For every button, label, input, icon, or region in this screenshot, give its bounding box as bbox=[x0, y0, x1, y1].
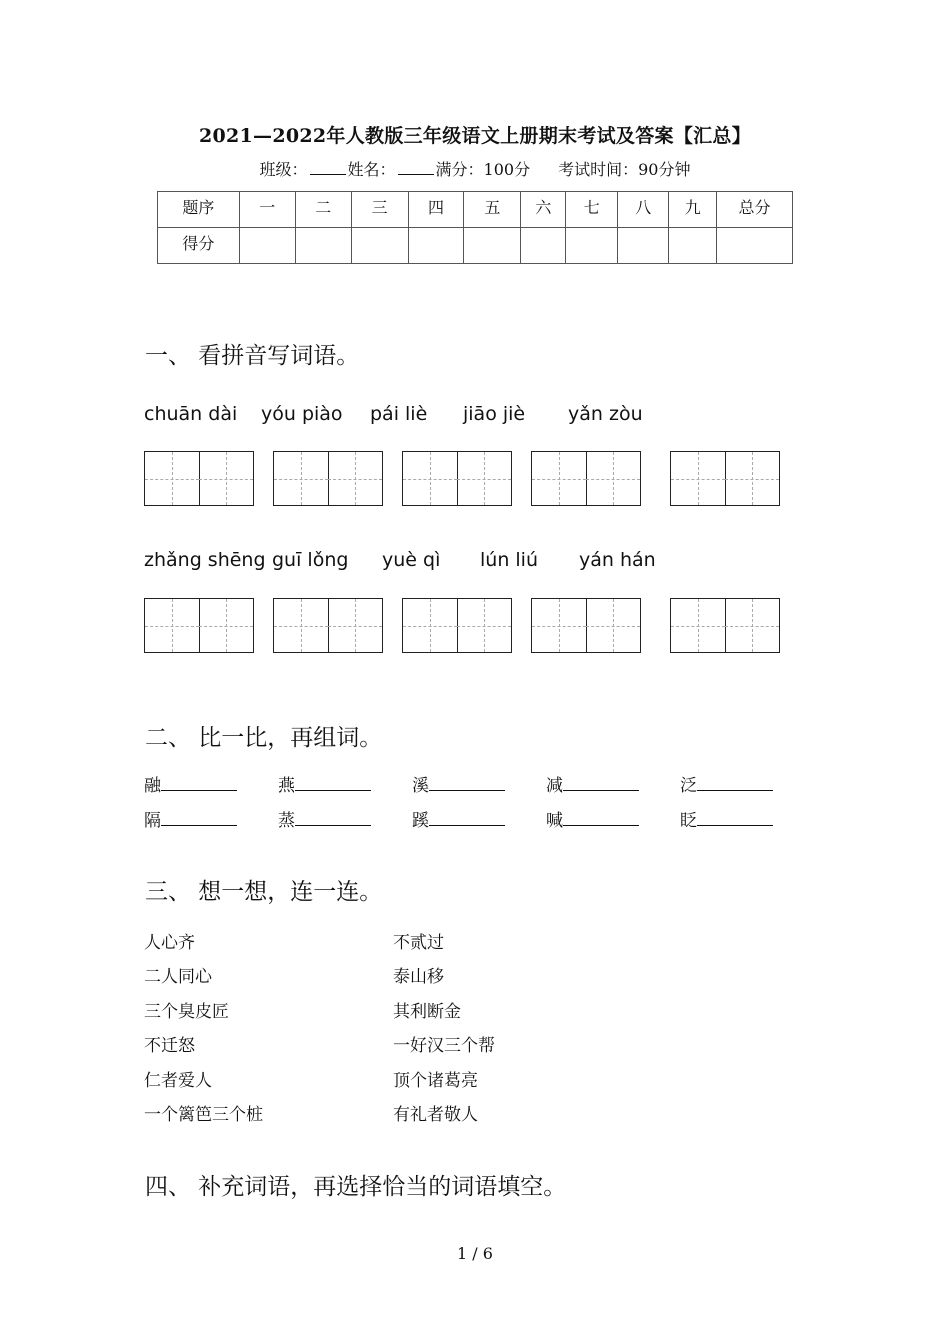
writing-grid[interactable] bbox=[402, 451, 512, 506]
section1-heading: 一、 看拼音写词语。 bbox=[145, 343, 360, 369]
score-header-cell: 四 bbox=[408, 192, 464, 228]
answer-line[interactable] bbox=[295, 776, 371, 791]
score-cell[interactable] bbox=[239, 228, 295, 264]
name-blank[interactable] bbox=[398, 160, 434, 175]
pinyin: yóu piào bbox=[261, 403, 343, 425]
score-header-cell: 二 bbox=[295, 192, 351, 228]
pinyin: lún liú bbox=[480, 549, 539, 571]
exam-info bbox=[0, 157, 950, 180]
answer-line[interactable] bbox=[295, 811, 371, 826]
compare-item: 溪 bbox=[412, 771, 505, 796]
score-header-cell: 六 bbox=[521, 192, 566, 228]
match-left-item[interactable]: 三个臭皮匠 bbox=[144, 1002, 229, 1022]
pinyin: guī lǒng bbox=[272, 549, 349, 571]
score-cell[interactable] bbox=[618, 228, 669, 264]
section2-heading: 二、 比一比，再组词。 bbox=[145, 725, 383, 751]
writing-grid[interactable] bbox=[144, 598, 254, 653]
score-value-row bbox=[158, 228, 793, 264]
answer-line[interactable] bbox=[161, 776, 237, 791]
compare-item: 泛 bbox=[680, 771, 773, 796]
score-cell[interactable] bbox=[566, 228, 618, 264]
writing-grid[interactable] bbox=[531, 598, 641, 653]
compare-item: 减 bbox=[546, 771, 639, 796]
score-header-cell: 九 bbox=[669, 192, 717, 228]
score-header-cell: 总分 bbox=[717, 192, 793, 228]
match-right-item[interactable]: 其利断金 bbox=[393, 1002, 461, 1022]
pinyin: zhǎng shēng bbox=[144, 549, 266, 571]
match-left-item[interactable]: 一个篱笆三个桩 bbox=[144, 1105, 263, 1125]
match-left-item[interactable]: 人心齐 bbox=[144, 933, 195, 953]
pinyin: chuān dài bbox=[144, 403, 238, 425]
pinyin: pái liè bbox=[370, 403, 428, 425]
score-row-label: 得分 bbox=[158, 228, 240, 264]
score-header-cell: 七 bbox=[566, 192, 618, 228]
match-right-item[interactable]: 有礼者敬人 bbox=[393, 1105, 478, 1125]
pinyin: yán hán bbox=[579, 549, 656, 571]
compare-item: 隔 bbox=[144, 806, 237, 831]
answer-line[interactable] bbox=[161, 811, 237, 826]
compare-item: 燕 bbox=[278, 771, 371, 796]
pinyin: yǎn zòu bbox=[568, 403, 643, 425]
score-cell[interactable] bbox=[717, 228, 793, 264]
answer-line[interactable] bbox=[429, 776, 505, 791]
match-right-item[interactable]: 一好汉三个帮 bbox=[393, 1036, 495, 1056]
class-blank[interactable] bbox=[310, 160, 346, 175]
exam-time: 考试时间：90分钟 bbox=[558, 160, 691, 179]
score-cell[interactable] bbox=[351, 228, 408, 264]
match-left-item[interactable]: 仁者爱人 bbox=[144, 1071, 212, 1091]
pinyin: yuè qì bbox=[382, 549, 441, 571]
writing-grid[interactable] bbox=[402, 598, 512, 653]
writing-grid[interactable] bbox=[273, 451, 383, 506]
pinyin: jiāo jiè bbox=[463, 403, 526, 425]
name-label: 姓名： bbox=[347, 160, 396, 179]
compare-item: 蹊 bbox=[412, 806, 505, 831]
score-cell[interactable] bbox=[464, 228, 521, 264]
match-right-item[interactable]: 不贰过 bbox=[393, 933, 444, 953]
score-table bbox=[157, 191, 793, 264]
answer-line[interactable] bbox=[563, 811, 639, 826]
compare-item: 融 bbox=[144, 771, 237, 796]
compare-item: 喊 bbox=[546, 806, 639, 831]
score-header-cell: 一 bbox=[239, 192, 295, 228]
score-header-cell: 题序 bbox=[158, 192, 240, 228]
class-label: 班级： bbox=[259, 160, 308, 179]
answer-line[interactable] bbox=[563, 776, 639, 791]
answer-line[interactable] bbox=[429, 811, 505, 826]
match-left-item[interactable]: 不迁怒 bbox=[144, 1036, 195, 1056]
compare-item: 眨 bbox=[680, 806, 773, 831]
section4-heading: 四、 补充词语，再选择恰当的词语填空。 bbox=[145, 1174, 567, 1200]
writing-grid[interactable] bbox=[144, 451, 254, 506]
writing-grid[interactable] bbox=[670, 598, 780, 653]
score-cell[interactable] bbox=[408, 228, 464, 264]
score-header-cell: 三 bbox=[351, 192, 408, 228]
section3-heading: 三、 想一想，连一连。 bbox=[145, 879, 383, 905]
answer-line[interactable] bbox=[697, 776, 773, 791]
score-cell[interactable] bbox=[669, 228, 717, 264]
full-score: 满分：100分 bbox=[435, 160, 531, 179]
compare-item: 蒸 bbox=[278, 806, 371, 831]
match-right-item[interactable]: 顶个诸葛亮 bbox=[393, 1071, 478, 1091]
answer-line[interactable] bbox=[697, 811, 773, 826]
score-cell[interactable] bbox=[295, 228, 351, 264]
score-header-cell: 八 bbox=[618, 192, 669, 228]
writing-grid[interactable] bbox=[670, 451, 780, 506]
match-left-item[interactable]: 二人同心 bbox=[144, 967, 212, 987]
writing-grid[interactable] bbox=[531, 451, 641, 506]
score-cell[interactable] bbox=[521, 228, 566, 264]
page-title: 2021—2022年人教版三年级语文上册期末考试及答案【汇总】 bbox=[198, 125, 752, 147]
score-header-cell: 五 bbox=[464, 192, 521, 228]
score-header-row bbox=[158, 192, 793, 228]
writing-grid[interactable] bbox=[273, 598, 383, 653]
match-right-item[interactable]: 泰山移 bbox=[393, 967, 444, 987]
page-number: 1 / 6 bbox=[457, 1244, 493, 1263]
